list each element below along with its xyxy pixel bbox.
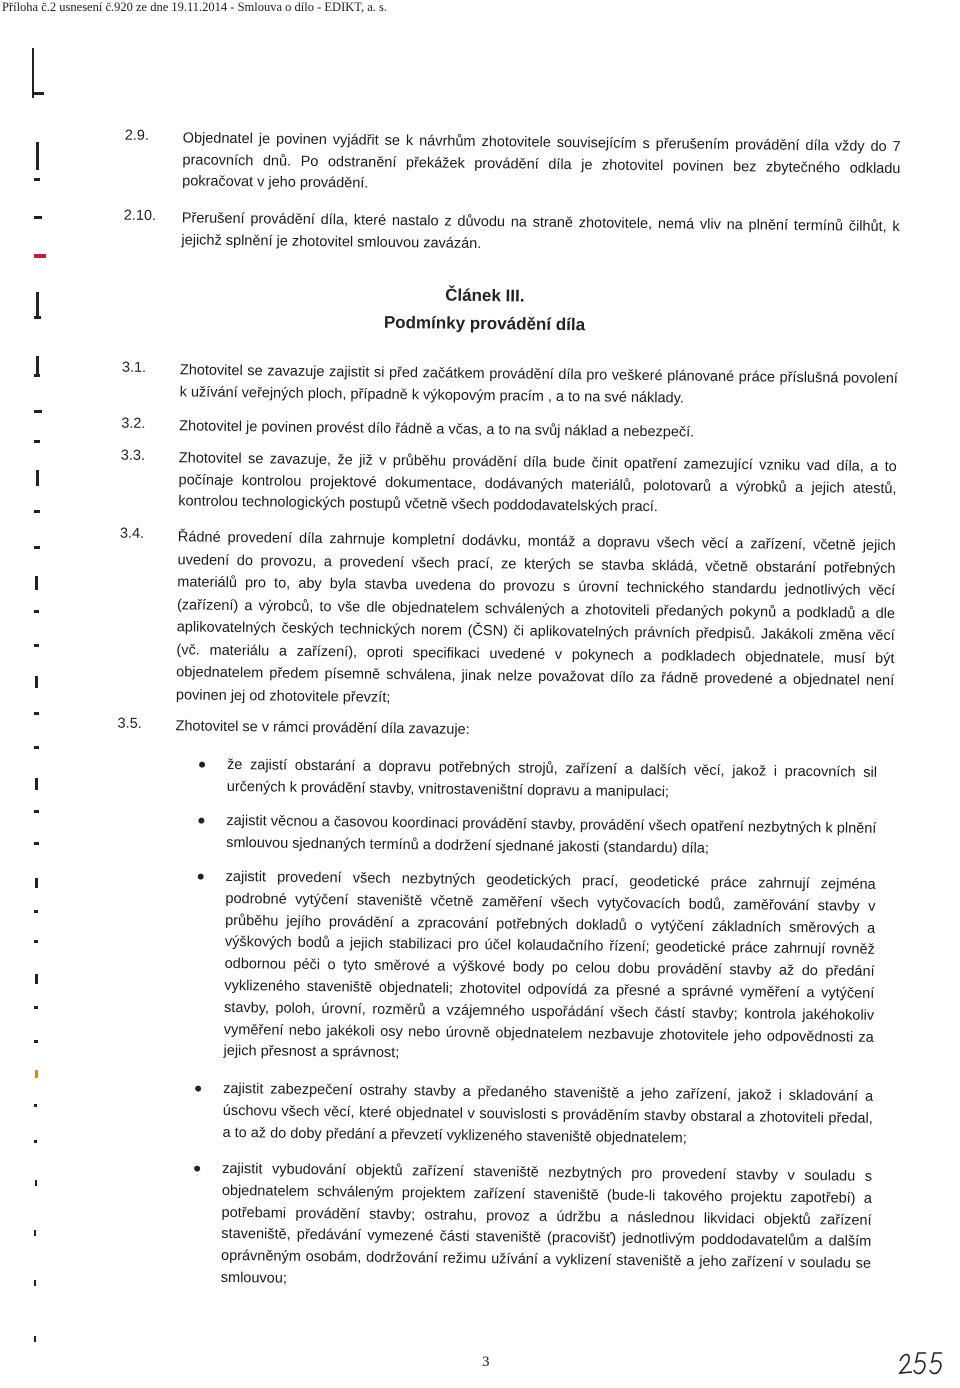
- section-3-1: [121, 359, 902, 406]
- list-item-text: že zajistí obstarání a dopravu potřebných strojů, zařízení a dalších věcí, jakož i pracovních sil určených k provádění stavby, vnitrostaveništní dopravu a manipulaci;: [226, 756, 878, 801]
- section-number: 3.2.: [121, 415, 146, 432]
- section-2-9: [124, 127, 905, 192]
- section-text: Zhotovitel je povinen provést dílo řádně a včas, a to na svůj náklad a nebezpečí.: [179, 418, 695, 441]
- section-number: 3.4.: [119, 525, 145, 542]
- section-text: Přerušení provádění díla, které nastalo z důvodu na straně zhotovitele, nemá vliv na plnění termínů čilhůt, k jejichž splnění je zhotovitel smlouvou zavázán.: [181, 210, 900, 252]
- page-number: 3: [482, 1354, 490, 1370]
- section-text: Zhotovitel se zavazuje zajistit si před začátkem provádění díla pro veškeré plánované práce příslušná povolení k užívání veřejných ploch, případně k výkopovým pracím , a to na své náklady.: [179, 362, 898, 406]
- bullet-icon: [198, 874, 204, 880]
- handwritten-page-mark: [896, 1347, 946, 1377]
- section-number: 3.1.: [121, 359, 147, 376]
- list-item: [196, 867, 886, 1062]
- list-item: [197, 755, 887, 801]
- section-3-5: [117, 715, 898, 738]
- section-3-3: [120, 447, 901, 516]
- list-item-text: zajistit provedení všech nezbytných geodetických prací, geodetické práce zahrnují zejména podrobné vytýčení staveniště včetně zaměření všech vytyčovacích bodů, zaměřování stavby v průběhu jejího provádění a zpracování potřebných dokladů o vytýčení základních směrových a výškových bodů a jejich stabilizaci pro účel kolaudačního řízení; geodetické práce zahrnují rovněž odbornou péči o tyto směrové a výškové body po celou dobu provádění stavby až do předání vyklizeného staveniště objednateli; zhotovitel odpovídá za přesné a správné vyměření a vytýčení stavby, poloh, úrovní, rozměrů a vzájemného uspořádání všech částí stavby; kontrola jakéhokoliv vyměření nebo jakékoli osy nebo úrovně objednatelem nezbavuje zhotovitele jeho odpovědnosti za jejich přesnost a správnost;: [223, 868, 876, 1062]
- section-3-2: [121, 415, 901, 441]
- bullet-icon: [195, 1086, 201, 1092]
- section-2-10: [123, 207, 904, 252]
- section-text: Zhotovitel se zavazuje, že již v průběhu provádění díla bude činit opatření zamezující vzniku vad díla, a to počínaje kontrolou projektové dokumentace, dodávaných materiálů, polotovarů a výrobků a jejich atestů, kontrolou technologických postupů včetně všech poddodavatelských prací.: [178, 450, 897, 516]
- section-number: 3.5.: [117, 715, 142, 732]
- list-item: [192, 1159, 882, 1287]
- bullet-icon: [199, 762, 205, 768]
- section-number: 3.3.: [120, 447, 146, 464]
- bullet-icon: [198, 818, 204, 824]
- list-item: [197, 811, 887, 857]
- section-text: Zhotovitel se v rámci provádění díla zavazuje:: [175, 718, 470, 738]
- article-subtitle: Podmínky provádění díla: [383, 312, 586, 335]
- list-item-text: zajistit vybudování objektů zařízení staveniště nezbytných pro provedení stavby v souladu s objednatelem schváleným projektem zařízení staveniště (bude-li takového projektu zapotřebí) a potřebami provádění stavby; ostrahu, provoz a údržbu a následnou likvidaci objektů zařízení staveniště, předávání vymezené části staveniště (pracovišť) jednotlivým poddodavatelům a dalším oprávněným osobám, dodržování režimu užívání a vyklizení staveniště a jeho zařízení v souladu se smlouvou;: [220, 1160, 873, 1287]
- bullet-icon: [194, 1166, 200, 1172]
- section-text: Řádné provedení díla zahrnuje kompletní dodávku, montáž a dopravu všech věcí a zařízení, včetně jejich uvedení do provozu, a provedení všech prací, ze kterých se stavba skládá, včetně obstarání potřebných materiálů pro to, aby byla stavba uvedena do provozu s úrovní technického standardu jednotlivých věcí (zařízení) a výrobců, to vše dle objednatelem schválených a zhotoviteli předaných pokynů a podkladů a dle aplikovatelných českých technických norem (ČSN) či aplikovatelných právních předpisů. Jakákoli změna věcí (vč. materiálu a zařízení), oproti specifikaci uvedené v pokynech a podkladech objednatele, musí být objednatelem předem písemně schválena, jinak nelze považovat dílo za řádně provedené a objednatel není povinen jej od zhotovitele převzít;: [175, 529, 896, 706]
- section-number: 2.9.: [124, 127, 150, 144]
- list-item: [193, 1079, 883, 1147]
- list-item-text: zajistit věcnou a časovou koordinaci provádění stavby, provádění všech opatření nezbytných k plnění smlouvou sjednaných termínů a dodržení sjednané jakosti (standardu) díla;: [226, 812, 877, 857]
- article-title: Článek III.: [445, 285, 525, 306]
- document-header: Příloha č.2 usnesení č.920 ze dne 19.11.2014 - Smlouva o dílo - EDIKT, a. s.: [2, 0, 387, 14]
- section-number: 2.10.: [123, 207, 157, 225]
- section-3-4: [119, 525, 900, 706]
- list-item-text: zajistit zabezpečení ostrahy stavby a předaného staveniště a jeho zařízení, jakož i skladování a úschovu všech věcí, které objednatel v souvislosti s prováděním stavby obstaral a zhotoviteli předal, a to až do doby předání a převzetí vyklizeného staveniště objednatelem;: [222, 1080, 874, 1147]
- section-text: Objednatel je povinen vyjádřit se k návrhům zhotovitele souvisejícím s přerušením provádění díla vždy do 7 pracovních dnů. Po odstranění překážek provádění díla je zhotovitel povinen bez zbytečného odkladu pokračovat v jeho provádění.: [182, 130, 901, 192]
